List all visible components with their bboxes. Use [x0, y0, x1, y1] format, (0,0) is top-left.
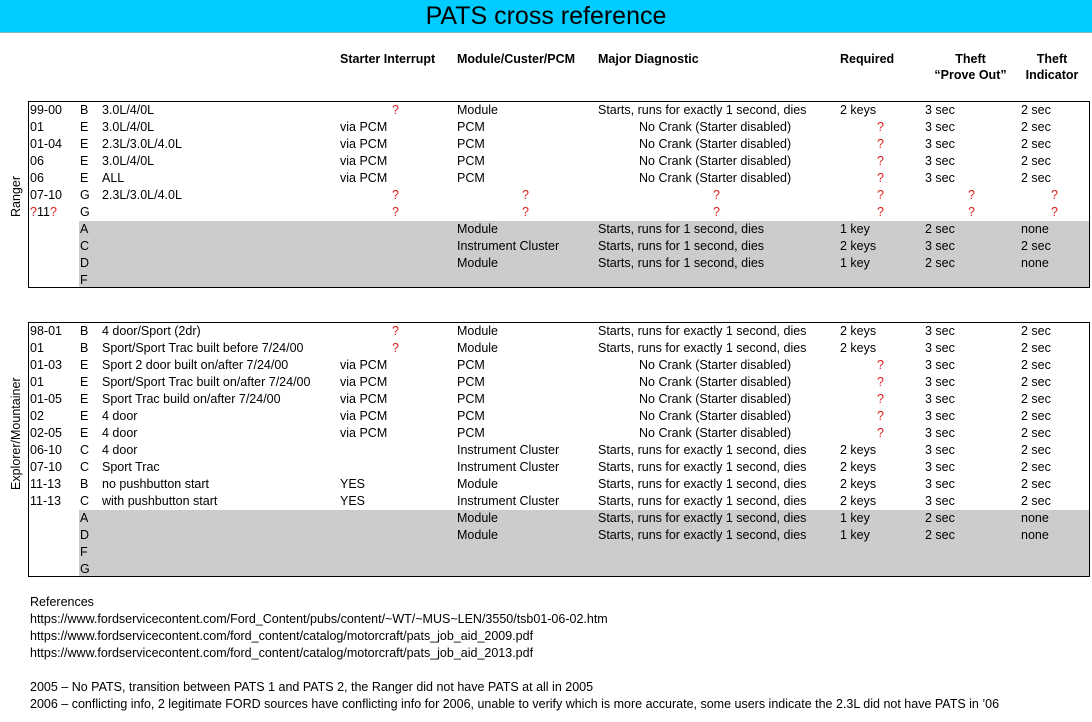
- generation-cell: D: [80, 256, 90, 270]
- diagnostic-cell: ?: [713, 188, 720, 202]
- diagnostic-cell: Starts, runs for exactly 1 second, dies: [598, 443, 807, 457]
- required-cell: ?: [877, 188, 884, 202]
- required-cell: ?: [877, 171, 884, 185]
- header-required: Required: [840, 52, 895, 66]
- year-cell: 06: [30, 154, 44, 168]
- prove-out-cell: 3 sec: [925, 460, 955, 474]
- engine-cell: 4 door: [102, 443, 138, 457]
- module-cell: Module: [457, 256, 498, 270]
- engine-cell: Sport/Sport Trac built on/after 7/24/00: [102, 375, 311, 389]
- engine-cell: 2.3L/3.0L/4.0L: [102, 137, 182, 151]
- year-cell: 01-03: [30, 358, 62, 372]
- required-cell: 1 key: [840, 256, 870, 270]
- module-cell: Instrument Cluster: [457, 460, 560, 474]
- year-cell: 02-05: [30, 426, 62, 440]
- indicator-cell: none: [1021, 256, 1049, 270]
- notes-section: [30, 679, 1090, 713]
- required-cell: 1 key: [840, 222, 870, 236]
- generation-cell: C: [80, 443, 90, 457]
- indicator-cell: 2 sec: [1021, 375, 1051, 389]
- header-module: Module/Custer/PCM: [457, 52, 576, 66]
- generation-cell: C: [80, 239, 90, 253]
- diagnostic-cell: No Crank (Starter disabled): [639, 137, 792, 151]
- required-cell: ?: [877, 426, 884, 440]
- diagnostic-cell: No Crank (Starter disabled): [639, 409, 792, 423]
- starter-interrupt-cell: ?: [392, 205, 399, 219]
- module-cell: ?: [522, 205, 529, 219]
- prove-out-cell: 2 sec: [925, 528, 955, 542]
- references-heading: References: [30, 595, 94, 609]
- table-row: [29, 238, 1091, 255]
- starter-interrupt-cell: via PCM: [340, 137, 388, 151]
- indicator-cell: 2 sec: [1021, 171, 1051, 185]
- module-cell: PCM: [457, 375, 485, 389]
- table-row: [29, 510, 1091, 527]
- diagnostic-cell: No Crank (Starter disabled): [639, 426, 792, 440]
- table-row: [29, 425, 1091, 442]
- required-cell: 2 keys: [840, 341, 877, 355]
- module-cell: Module: [457, 222, 498, 236]
- year-cell: 01-04: [30, 137, 62, 151]
- generation-cell: G: [80, 562, 90, 576]
- diagnostic-cell: Starts, runs for exactly 1 second, dies: [598, 103, 807, 117]
- indicator-cell: 2 sec: [1021, 324, 1051, 338]
- required-cell: 1 key: [840, 528, 870, 542]
- module-cell: ?: [522, 188, 529, 202]
- module-cell: Instrument Cluster: [457, 239, 560, 253]
- indicator-cell: 2 sec: [1021, 137, 1051, 151]
- generation-cell: B: [80, 477, 89, 491]
- generation-cell: C: [80, 460, 90, 474]
- required-cell: ?: [877, 392, 884, 406]
- year-cell: 98-01: [30, 324, 62, 338]
- generation-cell: E: [80, 409, 89, 423]
- required-cell: 2 keys: [840, 460, 877, 474]
- engine-cell: with pushbutton start: [102, 494, 218, 508]
- module-cell: Module: [457, 324, 498, 338]
- diagnostic-cell: Starts, runs for exactly 1 second, dies: [598, 528, 807, 542]
- engine-cell: Sport Trac build on/after 7/24/00: [102, 392, 281, 406]
- header-theft-indicator: Theft Indicator: [1025, 52, 1079, 82]
- required-cell: ?: [877, 375, 884, 389]
- starter-interrupt-cell: YES: [340, 477, 366, 491]
- year-cell: 06-10: [30, 443, 62, 457]
- indicator-cell: 2 sec: [1021, 103, 1051, 117]
- prove-out-cell: 3 sec: [925, 324, 955, 338]
- prove-out-cell: 2 sec: [925, 222, 955, 236]
- required-cell: 2 keys: [840, 477, 877, 491]
- generation-cell: F: [80, 273, 88, 287]
- reference-link[interactable]: https://www.fordservicecontent.com/Ford_Content/pubs/content/~WT/~MUS~LEN/3550/tsb01-06-02.htm: [30, 612, 608, 626]
- generation-cell: B: [80, 324, 89, 338]
- diagnostic-cell: Starts, runs for exactly 1 second, dies: [598, 460, 807, 474]
- starter-interrupt-cell: YES: [340, 494, 366, 508]
- table-row: [29, 374, 1091, 391]
- table-row: [29, 459, 1091, 476]
- diagnostic-cell: ?: [713, 205, 720, 219]
- module-cell: PCM: [457, 137, 485, 151]
- diagnostic-cell: No Crank (Starter disabled): [639, 375, 792, 389]
- indicator-cell: none: [1021, 511, 1049, 525]
- diagnostic-cell: No Crank (Starter disabled): [639, 392, 792, 406]
- header-major-diagnostic: Major Diagnostic: [598, 52, 699, 66]
- prove-out-cell: 3 sec: [925, 375, 955, 389]
- diagnostic-cell: Starts, runs for exactly 1 second, dies: [598, 511, 807, 525]
- module-cell: Module: [457, 511, 498, 525]
- prove-out-cell: 3 sec: [925, 392, 955, 406]
- diagnostic-cell: No Crank (Starter disabled): [639, 358, 792, 372]
- prove-out-cell: ?: [968, 205, 975, 219]
- required-cell: ?: [877, 137, 884, 151]
- reference-link[interactable]: https://www.fordservicecontent.com/ford_content/catalog/motorcraft/pats_job_aid_2009.pdf: [30, 629, 534, 643]
- required-cell: 2 keys: [840, 239, 877, 253]
- indicator-cell: none: [1021, 222, 1049, 236]
- generation-cell: G: [80, 205, 90, 219]
- indicator-cell: 2 sec: [1021, 120, 1051, 134]
- prove-out-cell: 3 sec: [925, 494, 955, 508]
- table-row: [29, 255, 1091, 272]
- year-cell: 11-13: [30, 477, 62, 491]
- generation-cell: E: [80, 154, 89, 168]
- table-row: [29, 544, 1091, 561]
- indicator-cell: 2 sec: [1021, 154, 1051, 168]
- module-cell: Instrument Cluster: [457, 494, 560, 508]
- generation-cell: E: [80, 426, 89, 440]
- prove-out-cell: 3 sec: [925, 341, 955, 355]
- module-cell: PCM: [457, 171, 485, 185]
- engine-cell: 4 door/Sport (2dr): [102, 324, 201, 338]
- generation-cell: E: [80, 358, 89, 372]
- indicator-cell: none: [1021, 528, 1049, 542]
- engine-cell: 4 door: [102, 426, 138, 440]
- required-cell: 1 key: [840, 511, 870, 525]
- generation-cell: A: [80, 222, 89, 236]
- table-row: [29, 272, 1091, 289]
- year-cell: [30, 204, 57, 221]
- table-row: [29, 357, 1091, 374]
- module-cell: PCM: [457, 358, 485, 372]
- starter-interrupt-cell: ?: [392, 188, 399, 202]
- prove-out-cell: 2 sec: [925, 511, 955, 525]
- references-section: [30, 594, 1090, 662]
- diagnostic-cell: Starts, runs for 1 second, dies: [598, 256, 765, 270]
- diagnostic-cell: Starts, runs for exactly 1 second, dies: [598, 477, 807, 491]
- module-cell: Module: [457, 477, 498, 491]
- header-theft-prove-out: Theft “Prove Out”: [934, 52, 1007, 82]
- page-title: PATS cross reference: [0, 0, 1092, 33]
- indicator-cell: 2 sec: [1021, 341, 1051, 355]
- module-cell: Module: [457, 103, 498, 117]
- indicator-cell: 2 sec: [1021, 460, 1051, 474]
- generation-cell: C: [80, 494, 90, 508]
- table-row: [29, 408, 1091, 425]
- diagnostic-cell: Starts, runs for 1 second, dies: [598, 222, 765, 236]
- prove-out-cell: 3 sec: [925, 120, 955, 134]
- table-row: [29, 323, 1091, 340]
- note-2006: 2006 – conflicting info, 2 legitimate FORD sources have conflicting info for 2006, unable to verify which is more accurate, some users indicate the 2.3L did not have PATS in ’06: [30, 697, 1000, 711]
- table-row: [29, 561, 1091, 578]
- indicator-cell: 2 sec: [1021, 426, 1051, 440]
- table-row: [29, 493, 1091, 510]
- engine-cell: 2.3L/3.0L/4.0L: [102, 188, 182, 202]
- table-row: [29, 136, 1091, 153]
- year-cell: 11-13: [30, 494, 62, 508]
- table-row: [29, 340, 1091, 357]
- diagnostic-cell: No Crank (Starter disabled): [639, 171, 792, 185]
- indicator-cell: 2 sec: [1021, 239, 1051, 253]
- required-cell: 2 keys: [840, 324, 877, 338]
- starter-interrupt-cell: via PCM: [340, 120, 388, 134]
- module-cell: PCM: [457, 426, 485, 440]
- required-cell: 2 keys: [840, 103, 877, 117]
- note-2005: 2005 – No PATS, transition between PATS 1 and PATS 2, the Ranger did not have PATS at all in 2005: [30, 680, 594, 694]
- engine-cell: 3.0L/4/0L: [102, 154, 155, 168]
- generation-cell: E: [80, 392, 89, 406]
- table-row: [29, 119, 1091, 136]
- prove-out-cell: 3 sec: [925, 103, 955, 117]
- diagnostic-cell: Starts, runs for exactly 1 second, dies: [598, 341, 807, 355]
- indicator-cell: 2 sec: [1021, 477, 1051, 491]
- required-cell: ?: [877, 205, 884, 219]
- starter-interrupt-cell: ?: [392, 341, 399, 355]
- starter-interrupt-cell: via PCM: [340, 171, 388, 185]
- generation-cell: D: [80, 528, 90, 542]
- generation-cell: G: [80, 188, 90, 202]
- required-cell: ?: [877, 154, 884, 168]
- table-row: [29, 476, 1091, 493]
- generation-cell: E: [80, 120, 89, 134]
- year-cell: 99-00: [30, 103, 62, 117]
- table-row: [29, 221, 1091, 238]
- generation-cell: E: [80, 375, 89, 389]
- required-cell: ?: [877, 358, 884, 372]
- generation-cell: B: [80, 103, 89, 117]
- starter-interrupt-cell: ?: [392, 103, 399, 117]
- table-row: [29, 187, 1091, 204]
- ranger-table: [28, 101, 1090, 288]
- prove-out-cell: 3 sec: [925, 171, 955, 185]
- explorer-side-label: Explorer/Mountainer: [9, 377, 23, 490]
- starter-interrupt-cell: via PCM: [340, 409, 388, 423]
- diagnostic-cell: No Crank (Starter disabled): [639, 154, 792, 168]
- year-cell: 07-10: [30, 460, 62, 474]
- engine-cell: Sport/Sport Trac built before 7/24/00: [102, 341, 304, 355]
- prove-out-cell: 3 sec: [925, 358, 955, 372]
- table-row: [29, 102, 1091, 119]
- engine-cell: Sport Trac: [102, 460, 160, 474]
- table-row: [29, 442, 1091, 459]
- starter-interrupt-cell: ?: [392, 324, 399, 338]
- module-cell: Module: [457, 528, 498, 542]
- module-cell: PCM: [457, 120, 485, 134]
- table-row: [29, 153, 1091, 170]
- module-cell: PCM: [457, 392, 485, 406]
- diagnostic-cell: Starts, runs for exactly 1 second, dies: [598, 324, 807, 338]
- generation-cell: A: [80, 511, 89, 525]
- year-cell: 01: [30, 341, 44, 355]
- indicator-cell: 2 sec: [1021, 392, 1051, 406]
- prove-out-cell: 3 sec: [925, 426, 955, 440]
- table-row: [29, 391, 1091, 408]
- starter-interrupt-cell: via PCM: [340, 375, 388, 389]
- module-cell: Module: [457, 341, 498, 355]
- year-cell: 01-05: [30, 392, 62, 406]
- reference-link[interactable]: https://www.fordservicecontent.com/ford_content/catalog/motorcraft/pats_job_aid_2013.pdf: [30, 646, 534, 660]
- starter-interrupt-cell: via PCM: [340, 358, 388, 372]
- indicator-cell: 2 sec: [1021, 409, 1051, 423]
- module-cell: PCM: [457, 409, 485, 423]
- indicator-cell: 2 sec: [1021, 358, 1051, 372]
- starter-interrupt-cell: via PCM: [340, 392, 388, 406]
- year-uncertain-mark: ?: [49, 205, 57, 219]
- ranger-side-label: Ranger: [9, 176, 23, 217]
- year-cell: 07-10: [30, 188, 62, 202]
- prove-out-cell: 3 sec: [925, 239, 955, 253]
- required-cell: 2 keys: [840, 443, 877, 457]
- starter-interrupt-cell: via PCM: [340, 426, 388, 440]
- prove-out-cell: ?: [968, 188, 975, 202]
- year-cell: 01: [30, 375, 44, 389]
- year-cell: 06: [30, 171, 44, 185]
- required-cell: ?: [877, 120, 884, 134]
- diagnostic-cell: Starts, runs for exactly 1 second, dies: [598, 494, 807, 508]
- engine-cell: Sport 2 door built on/after 7/24/00: [102, 358, 289, 372]
- module-cell: PCM: [457, 154, 485, 168]
- diagnostic-cell: No Crank (Starter disabled): [639, 120, 792, 134]
- starter-interrupt-cell: via PCM: [340, 154, 388, 168]
- engine-cell: 3.0L/4/0L: [102, 120, 155, 134]
- table-row: [29, 204, 1091, 221]
- year-value: 11: [36, 205, 50, 219]
- prove-out-cell: 3 sec: [925, 154, 955, 168]
- engine-cell: 4 door: [102, 409, 138, 423]
- generation-cell: F: [80, 545, 88, 559]
- table-row: [29, 527, 1091, 544]
- indicator-cell: ?: [1051, 188, 1058, 202]
- header-starter-interrupt: Starter Interrupt: [340, 52, 436, 66]
- explorer-table: [28, 322, 1090, 577]
- prove-out-cell: 3 sec: [925, 477, 955, 491]
- indicator-cell: 2 sec: [1021, 494, 1051, 508]
- year-cell: 02: [30, 409, 44, 423]
- module-cell: Instrument Cluster: [457, 443, 560, 457]
- year-cell: 01: [30, 120, 44, 134]
- prove-out-cell: 2 sec: [925, 256, 955, 270]
- indicator-cell: ?: [1051, 205, 1058, 219]
- diagnostic-cell: Starts, runs for 1 second, dies: [598, 239, 765, 253]
- generation-cell: E: [80, 171, 89, 185]
- indicator-cell: 2 sec: [1021, 443, 1051, 457]
- table-row: [29, 170, 1091, 187]
- engine-cell: 3.0L/4/0L: [102, 103, 155, 117]
- required-cell: 2 keys: [840, 494, 877, 508]
- required-cell: ?: [877, 409, 884, 423]
- prove-out-cell: 3 sec: [925, 443, 955, 457]
- engine-cell: ALL: [102, 171, 125, 185]
- year-uncertain-mark: ?: [30, 205, 37, 219]
- generation-cell: B: [80, 341, 89, 355]
- engine-cell: no pushbutton start: [102, 477, 210, 491]
- prove-out-cell: 3 sec: [925, 409, 955, 423]
- generation-cell: E: [80, 137, 89, 151]
- prove-out-cell: 3 sec: [925, 137, 955, 151]
